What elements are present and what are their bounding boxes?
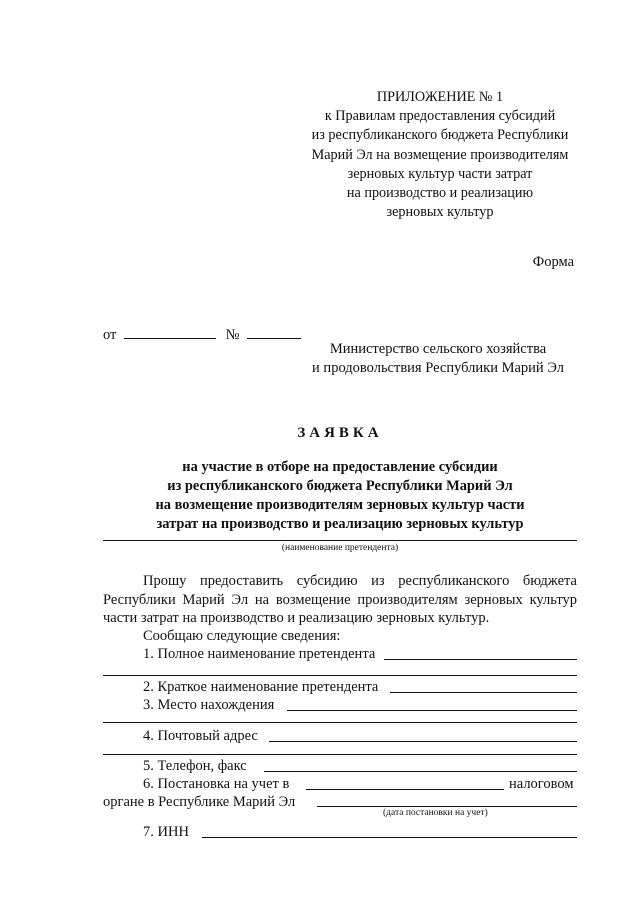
document-title: ЗАЯВКА bbox=[297, 425, 383, 441]
addressee bbox=[298, 340, 578, 378]
form-label: Форма bbox=[532, 254, 574, 270]
subtitle-line: на участие в отборе на предоставление субсидии bbox=[182, 459, 498, 475]
field-tax-registration-label: 6. Постановка на учет в bbox=[143, 776, 290, 792]
field-postal-label: 4. Почтовый адрес bbox=[143, 728, 258, 744]
field-full-name-label: 1. Полное наименование претендента bbox=[143, 646, 376, 662]
appendix-line: из республиканского бюджета Республики bbox=[311, 127, 569, 144]
field-phone-blank[interactable] bbox=[264, 771, 577, 772]
from-label: от bbox=[103, 327, 117, 343]
request-line-3: части затрат на производство и реализацию зерновых культур. bbox=[103, 610, 490, 626]
field-location-blank[interactable] bbox=[287, 710, 577, 711]
request-line-1: Прошу предоставить субсидию из республиканского бюджета bbox=[143, 573, 577, 589]
field-tax-date-caption: (дата постановки на учет) bbox=[383, 808, 488, 818]
addressee-line-2: и продовольствия Республики Марий Эл bbox=[312, 360, 564, 376]
field-short-name-label: 2. Краткое наименование претендента bbox=[143, 679, 379, 695]
field-tax-label-line-2: органе в Республике Марий Эл bbox=[103, 794, 296, 810]
field-phone-label: 5. Телефон, факс bbox=[143, 758, 247, 774]
appendix-line: к Правилам предоставления субсидий bbox=[324, 108, 556, 125]
date-blank[interactable] bbox=[124, 326, 216, 339]
field-inn-blank[interactable] bbox=[202, 837, 577, 838]
appendix-line: зерновых культур части затрат bbox=[347, 165, 533, 182]
field-full-name-blank[interactable] bbox=[384, 659, 577, 660]
from-number-line bbox=[103, 326, 301, 344]
field-inn-label: 7. ИНН bbox=[143, 824, 189, 840]
field-postal-blank-2[interactable] bbox=[103, 754, 577, 755]
inform-label: Сообщаю следующие сведения: bbox=[143, 628, 341, 644]
request-paragraph bbox=[103, 572, 577, 628]
appendix-line: на производство и реализацию bbox=[346, 185, 534, 202]
field-full-name-blank-2[interactable] bbox=[103, 675, 577, 676]
field-location-label: 3. Место нахождения bbox=[143, 697, 275, 713]
subtitle-line: из республиканского бюджета Республики Марий Эл bbox=[167, 478, 513, 494]
number-blank[interactable] bbox=[247, 326, 301, 339]
subtitle-line: затрат на производство и реализацию зерновых культур bbox=[156, 516, 524, 532]
field-tax-authority-blank[interactable] bbox=[306, 789, 504, 790]
subtitle-line: на возмещение производителям зерновых культур части bbox=[155, 497, 525, 513]
appendix-header bbox=[290, 88, 590, 222]
number-label: № bbox=[225, 327, 240, 343]
field-postal-blank[interactable] bbox=[269, 741, 577, 742]
addressee-line-1: Министерство сельского хозяйства bbox=[329, 341, 547, 357]
appendix-line: Марий Эл на возмещение производителям bbox=[311, 146, 569, 163]
applicant-name-blank[interactable] bbox=[103, 540, 577, 541]
field-location-blank-2[interactable] bbox=[103, 722, 577, 723]
document-subtitle bbox=[140, 458, 540, 534]
applicant-caption: (наименование претендента) bbox=[281, 543, 399, 553]
appendix-title: ПРИЛОЖЕНИЕ № 1 bbox=[376, 89, 504, 105]
field-tax-date-blank[interactable] bbox=[317, 806, 577, 807]
request-line-2: Республики Марий Эл на возмещение производителям зерновых культур bbox=[103, 591, 577, 608]
field-short-name-blank[interactable] bbox=[390, 692, 577, 693]
field-tax-label-cont: налоговом bbox=[509, 776, 574, 792]
appendix-line: зерновых культур bbox=[386, 204, 494, 221]
